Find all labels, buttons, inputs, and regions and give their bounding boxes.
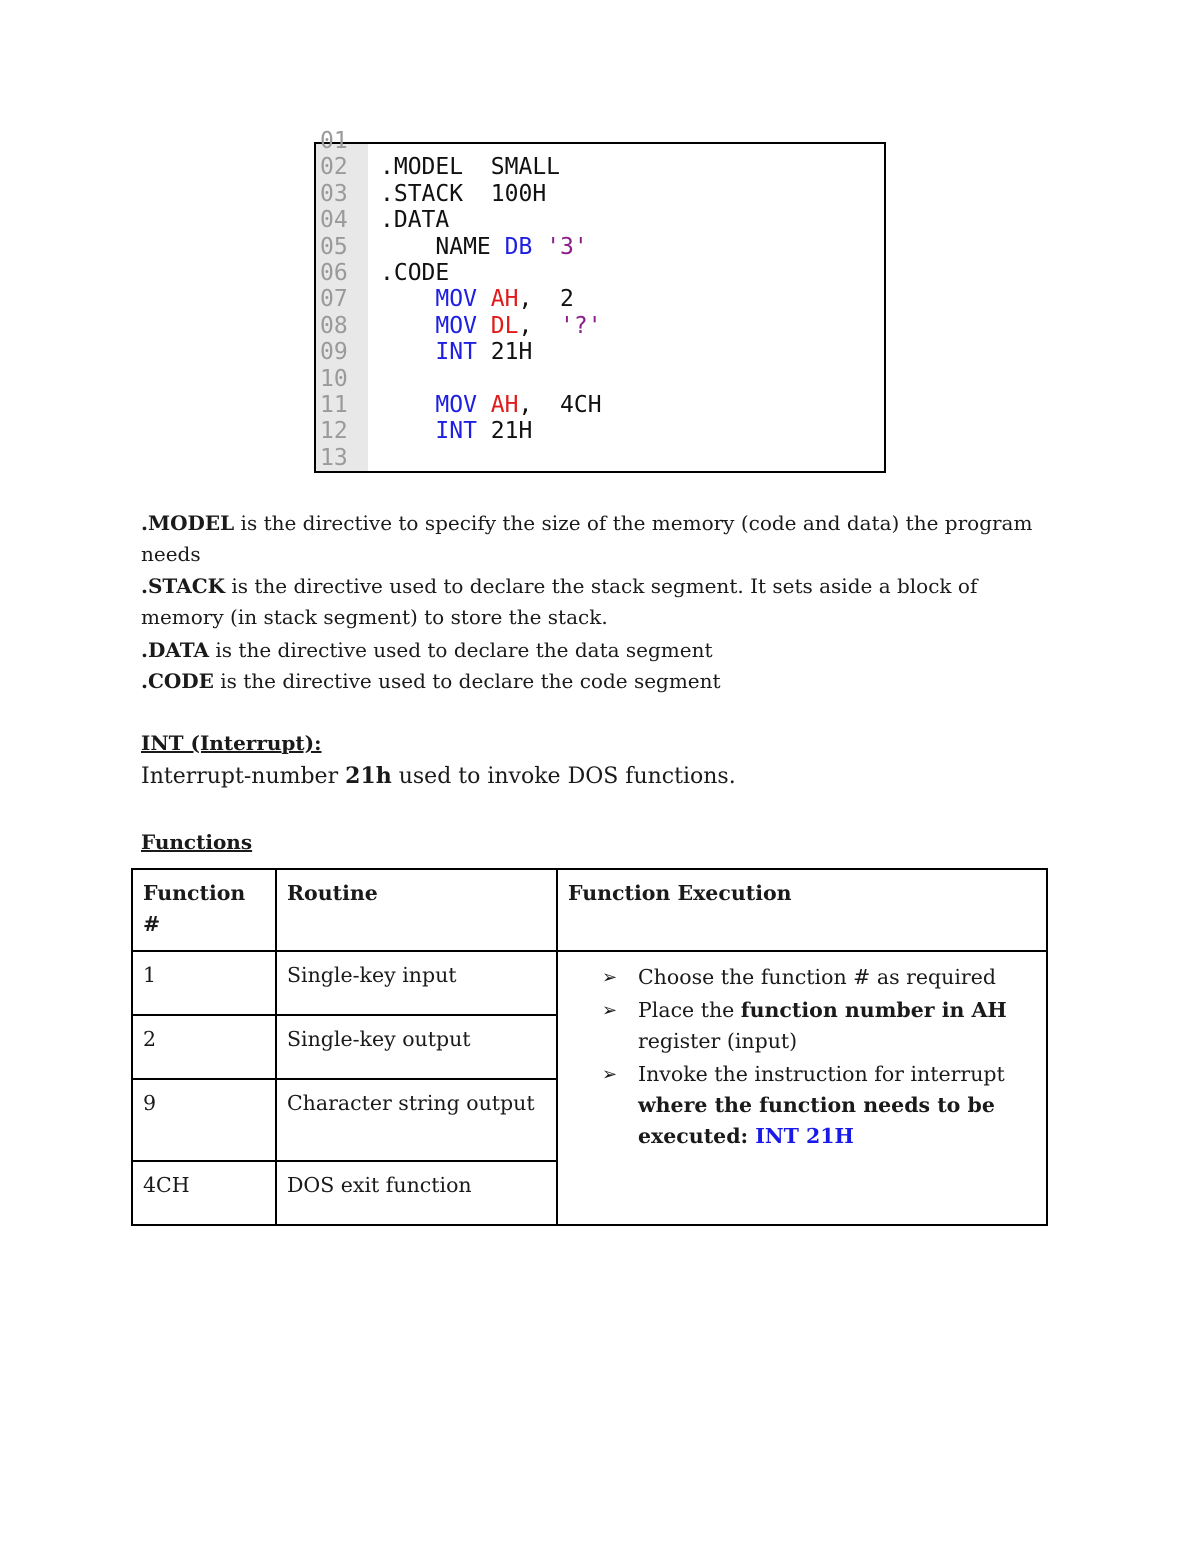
code-line (316, 128, 884, 154)
code-line (316, 286, 884, 312)
code-line (316, 181, 884, 207)
line-number: 10 (320, 365, 348, 392)
line-number: 07 (320, 286, 348, 313)
code-line (316, 418, 884, 444)
line-number: 06 (320, 260, 348, 286)
directive-data: .DATA is the directive used to declare the data segment (141, 638, 713, 662)
code-text: MOV AH, 2 (435, 286, 574, 313)
arrow-bullet-icon: ➢ (602, 1064, 618, 1085)
line-number: 04 (320, 207, 348, 234)
line-number: 13 (320, 444, 348, 471)
functions-table (131, 868, 1048, 1226)
code-screenshot (314, 128, 886, 473)
arrow-bullet-icon: ➢ (602, 967, 618, 988)
code-line (316, 234, 884, 260)
function-number-cell: 9 (132, 1079, 276, 1161)
code-text: .MODEL SMALL (380, 154, 561, 181)
line-number: 02 (320, 154, 348, 181)
list-item: ➢ Choose the function # as required (602, 962, 1030, 993)
code-line (316, 313, 884, 339)
code-text: .STACK 100H (380, 180, 547, 207)
interrupt-intro: Interrupt-number 21h used to invoke DOS functions. (141, 763, 736, 789)
function-execution-cell (557, 951, 1047, 1225)
line-number: 03 (320, 180, 348, 207)
function-number-cell: 2 (132, 1015, 276, 1079)
code-text: .CODE (380, 260, 450, 286)
line-number: 09 (320, 339, 348, 366)
code-text: .DATA (380, 207, 450, 234)
line-number: 11 (320, 392, 348, 418)
code-text: INT 21H (435, 339, 533, 366)
list-item: ➢ Place the function number in AH register (input) (602, 995, 1030, 1057)
directive-code: .CODE is the directive used to declare the code segment (141, 669, 721, 693)
code-line (316, 260, 884, 286)
arrow-bullet-icon: ➢ (602, 1000, 618, 1021)
header-function-execution: Function Execution (557, 869, 1047, 951)
list-item: ➢ Invoke the instruction for interrupt where the function needs to be executed: INT 21H (602, 1059, 1030, 1152)
header-routine: Routine (276, 869, 557, 951)
code-text: MOV AH, 4CH (435, 392, 602, 418)
table-header-row (132, 869, 1047, 951)
table-row (132, 951, 1047, 1015)
line-number: 01 (320, 128, 348, 154)
line-number: 08 (320, 312, 348, 339)
routine-cell: Character string output (276, 1079, 557, 1161)
code-line (316, 366, 884, 392)
routine-cell: Single-key output (276, 1015, 557, 1079)
functions-heading: Functions (141, 830, 253, 854)
routine-cell: DOS exit function (276, 1161, 557, 1225)
directive-stack: .STACK is the directive used to declare the stack segment. It sets aside a block of memory (in stack segment) to store the stack. (141, 574, 978, 629)
line-number: 12 (320, 418, 348, 445)
int-21h-code: INT 21H (755, 1124, 854, 1148)
code-line (316, 392, 884, 418)
function-number-cell: 1 (132, 951, 276, 1015)
routine-cell: Single-key input (276, 951, 557, 1015)
directive-model: .MODEL is the directive to specify the size of the memory (code and data) the program needs (141, 511, 1033, 566)
header-function-number: Function # (132, 869, 276, 951)
code-line (316, 207, 884, 233)
code-text: INT 21H (435, 418, 533, 445)
code-line (316, 339, 884, 365)
code-text: MOV DL, '?' (435, 312, 602, 339)
code-line (316, 445, 884, 471)
code-line (316, 154, 884, 180)
code-text: NAME DB '3' (380, 233, 588, 260)
interrupt-heading: INT (Interrupt): (141, 731, 322, 755)
execution-list (602, 962, 1030, 1152)
function-number-cell: 4CH (132, 1161, 276, 1225)
line-number: 05 (320, 233, 348, 260)
